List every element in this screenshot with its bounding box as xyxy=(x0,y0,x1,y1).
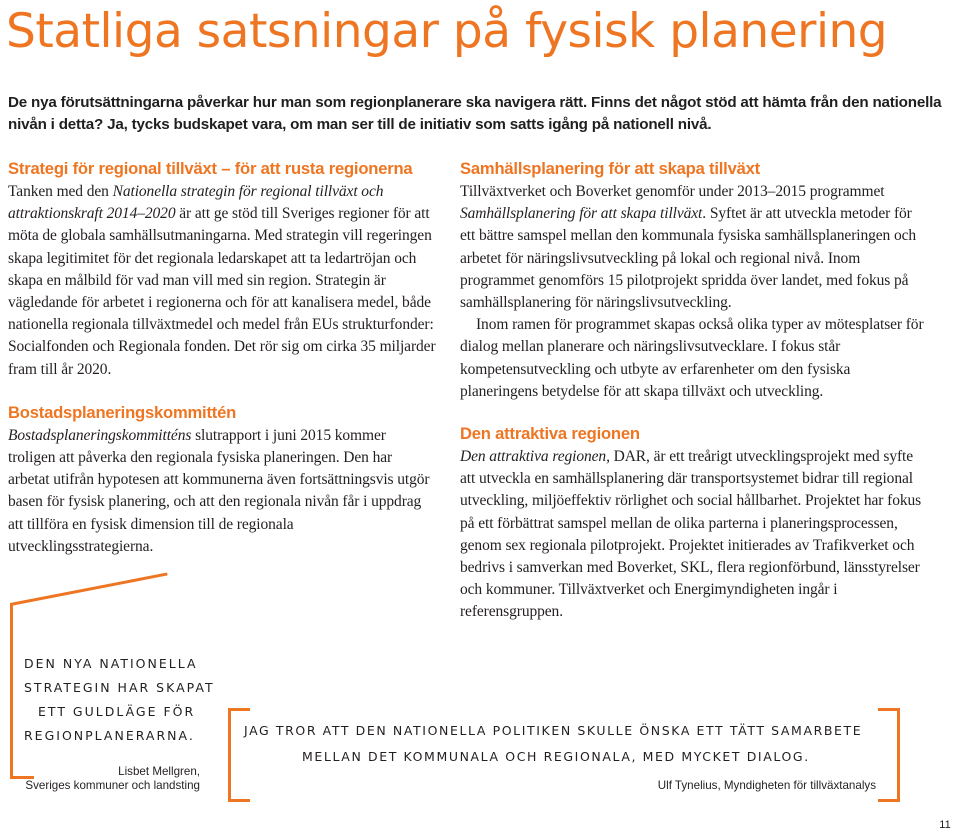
paragraph-planning-program: Tillväxtverket och Boverket genomför under 2013–2015 programmet Samhällsplanering för att skapa tillväxt. Syftet är att utveckla metoder för ett bättre samspel mellan den kommunala fysiska samhällsplaneringen och arbetet för näringslivsutveckling på lokal och regional nivå. Inom programmet genomförs 15 pilotprojekt spridda över landet, med fokus på samhällsplanering för näringslivsutveckling. xyxy=(460,183,917,312)
heading-planning-for-growth: Samhällsplanering för att skapa tillväxt xyxy=(460,159,761,178)
quote-line: MELLAN DET KOMMUNALA OCH REGIONALA, MED MYCKET DIALOG. xyxy=(302,749,810,764)
pull-quote-mellgren xyxy=(24,652,219,748)
quote-line: ETT GULDLÄGE FÖR xyxy=(38,704,196,719)
paragraph-attractive-region: Den attraktiva regionen, DAR, är ett treårigt utvecklingsprojekt med syfte att utveckla en samhällsplanering där transportsystemet bidrar till regional utveckling, miljöeffektiv rörlighet och social hållbarhet. Projektet har fokus på ett förbättrat samspel mellan de olika parterna i planeringsprocessen, genom sex regionala pilotprojekt. Projektet initierades av Trafikverket och bedrivs i samverkan med Boverket, SKL, flera regionförbund, länsstyrelser och kommuner. Tillväxtverket och Energimyndigheten ingår i referensgruppen. xyxy=(460,448,922,621)
quote-attribution-tynelius: Ulf Tynelius, Myndigheten för tillväxtanalys xyxy=(657,779,876,792)
quote-attribution-mellgren xyxy=(20,765,200,793)
heading-regional-growth-strategy: Strategi för regional tillväxt – för att rusta regionerna xyxy=(8,159,413,178)
page-title: Statliga satsningar på fysisk planering xyxy=(6,4,888,59)
ingress: De nya förutsättningarna påverkar hur man som regionplanerare ska navigera rätt. Finns det något stöd att hämta från den nationella nivån i detta? Ja, tycks budskapet vara, om man ser till de initiativ som satts igång på nationell nivå. xyxy=(8,94,942,133)
quote-line: STRATEGIN HAR SKAPAT xyxy=(24,680,215,695)
attribution-organisation: Sveriges kommuner och landsting xyxy=(25,779,200,792)
pull-quote-tynelius xyxy=(244,718,884,770)
paragraph-meeting-places: Inom ramen för programmet skapas också olika typer av mötesplatser för dialog mellan planerare och näringslivsutvecklare. I fokus står kompetensutveckling och utbyte av erfarenheter om den fysiska planeringens betydelse för att skapa tillväxt och utveckling. xyxy=(460,316,924,400)
quote-line: REGIONPLANERARNA. xyxy=(24,728,195,743)
attribution-name: Lisbet Mellgren, xyxy=(118,765,200,778)
paragraph-housing-committee: Bostadsplaneringskommitténs slutrapport i juni 2015 kommer troligen att påverka den regionala fysiska planeringen. Den har arbetat utifrån hypotesen att kommunerna även fortsättningsvis utgör basen för fysisk planering, och att den regionala nivån får i uppdrag att tillföra en fysisk dimension till de regionala utvecklingsstrategierna. xyxy=(8,426,430,555)
heading-attractive-region: Den attraktiva regionen xyxy=(460,424,640,444)
paragraph-regional-growth-strategy: Tanken med den Nationella strategin för regional tillväxt och attraktionskraft 2014–2020 är att ge stöd till Sveriges regioner för att möta de globala samhällsutmaningarna. Med strategin vill regeringen skapa legitimitet för det regionala ledarskapet att ta ledartröjan och skapa en målbild för vad man vill med sin region. Strategin är vägledande för arbetet i regionerna och för att kanalisera medel, både nationella regionala tillväxtmedel och medel från EUs strukturfonder: Socialfonden och Regionala fonden. Det rör sig om cirka 35 miljarder fram till år 2020. xyxy=(8,183,436,378)
heading-housing-committee: Bostadsplaneringskommittén xyxy=(8,402,237,422)
page-number: 11 xyxy=(930,810,960,840)
quote-line: DEN NYA NATIONELLA xyxy=(24,656,198,671)
quote-line: JAG TROR ATT DEN NATIONELLA POLITIKEN SKULLE ÖNSKA ETT TÄTT SAMARBETE xyxy=(244,723,863,738)
right-column xyxy=(460,158,930,624)
left-column xyxy=(8,158,436,558)
